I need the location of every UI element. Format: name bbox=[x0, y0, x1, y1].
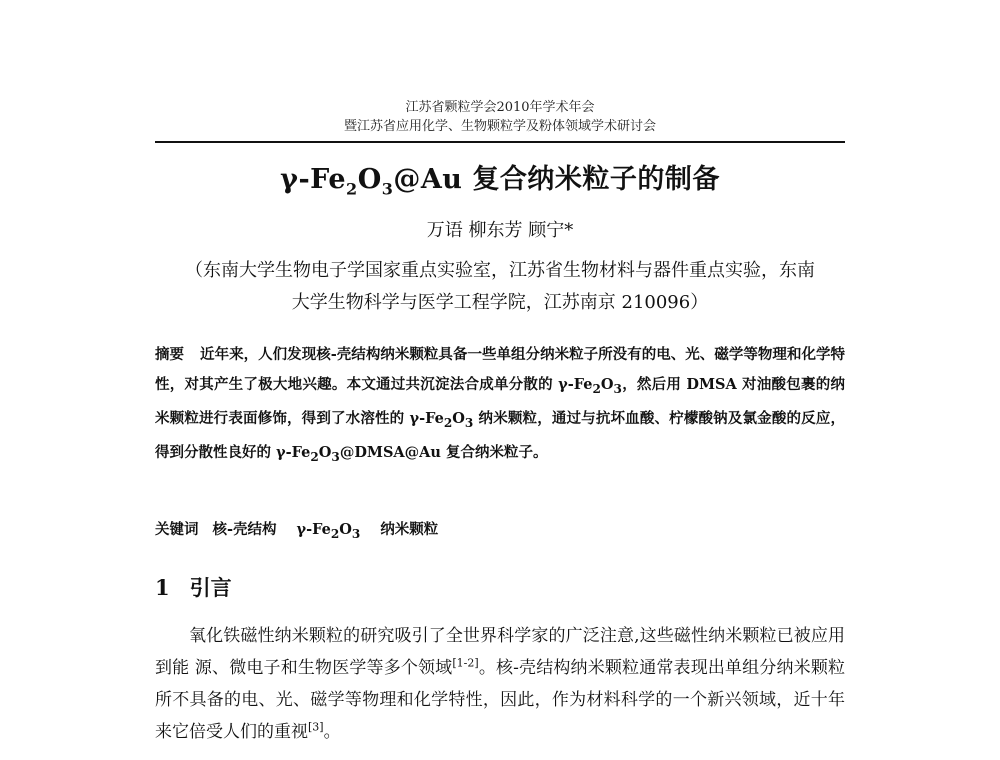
body-paragraph bbox=[155, 620, 845, 748]
citation-ref-1[interactable]: [1-2] bbox=[452, 656, 479, 670]
title-prefix: γ-Fe bbox=[280, 164, 347, 195]
abstract-sub-6: 3 bbox=[331, 449, 340, 464]
abstract-sub-2: 3 bbox=[613, 381, 622, 396]
abstract-text-2: O bbox=[600, 376, 614, 393]
abstract-label: 摘要 bbox=[155, 346, 185, 363]
section-heading bbox=[155, 573, 232, 603]
keyword-2-sub-2: 3 bbox=[351, 526, 361, 541]
title-suffix: @Au 复合纳米粒子的制备 bbox=[393, 164, 720, 195]
abstract-sub-3: 2 bbox=[443, 415, 453, 430]
abstract-text-1: 近年来，人们发现核-壳结构纳米颗粒具备一些单组分纳米粒子所没有的电、光、磁学等物理和化学特性，对其产生了极大地兴趣。本文通过共沉淀法合成单分散的 γ-Fe bbox=[155, 346, 846, 393]
abstract-sub-4: 3 bbox=[464, 415, 474, 430]
section-title: 引言 bbox=[189, 575, 232, 600]
affiliation-line-2: 大学生物科学与医学工程学院，江苏南京 210096） bbox=[291, 292, 709, 313]
title-mid: O bbox=[357, 164, 382, 195]
abstract-sub-1: 2 bbox=[592, 381, 601, 396]
affiliation-line-1: （东南大学生物电子学国家重点实验室，江苏省生物材料与器件重点实验，东南 bbox=[185, 260, 815, 281]
keyword-2 bbox=[296, 521, 361, 541]
keyword-2-part-a: γ-Fe bbox=[296, 521, 331, 538]
abstract-text-5: 纳米颗粒，通过与抗坏血酸、柠檬酸钠及氯金酸的反应，得到分散性良好的 γ-Fe bbox=[155, 409, 846, 461]
keyword-1: 核-壳结构 bbox=[212, 521, 277, 538]
section-number: 1 bbox=[155, 575, 170, 600]
paper-title bbox=[0, 160, 1000, 209]
title-sub-2: 3 bbox=[381, 179, 394, 199]
citation-ref-2[interactable]: [3] bbox=[308, 720, 324, 734]
header-rule bbox=[155, 141, 845, 143]
abstract-text-3: ，然后用 DMSA 对油酸包裹的纳米颗粒进行表面修饰，得到了水溶性的 γ-Fe bbox=[155, 376, 845, 427]
conference-header bbox=[155, 98, 845, 136]
abstract-text-6: O bbox=[318, 443, 332, 461]
body-text-1: 氧化铁磁性纳米颗粒的研究吸引了全世界科学家的广泛注意,这些磁性纳米颗粒已被应用到能 源、微电子和生物医学等多个领域 bbox=[155, 626, 845, 678]
affiliation bbox=[155, 255, 845, 319]
abstract bbox=[155, 340, 845, 472]
abstract-text-7: @DMSA@Au 复合纳米粒子。 bbox=[339, 443, 548, 461]
abstract-text-4: O bbox=[452, 409, 465, 427]
body-text-3: 。 bbox=[323, 722, 341, 742]
conference-line-2: 暨江苏省应用化学、生物颗粒学及粉体领域学术研讨会 bbox=[343, 119, 656, 134]
keyword-2-sub-1: 2 bbox=[330, 526, 340, 541]
authors: 万语 柳东芳 顾宁* bbox=[426, 220, 574, 241]
keyword-3: 纳米颗粒 bbox=[380, 521, 439, 538]
body-text-2: 。核-壳结构纳米颗粒通常表现出单组分纳米颗粒所不具备的电、光、磁学等物理和化学特性，因此，作为材料科学的一个新兴领域，近十年来它倍受人们的重视 bbox=[155, 658, 846, 742]
abstract-sub-5: 2 bbox=[310, 449, 319, 464]
keywords-label: 关键词 bbox=[155, 521, 199, 538]
conference-line-1: 江苏省颗粒学会2010年学术年会 bbox=[405, 100, 595, 115]
keywords bbox=[155, 515, 845, 549]
keyword-2-part-b: O bbox=[339, 521, 352, 538]
title-sub-1: 2 bbox=[346, 179, 358, 199]
